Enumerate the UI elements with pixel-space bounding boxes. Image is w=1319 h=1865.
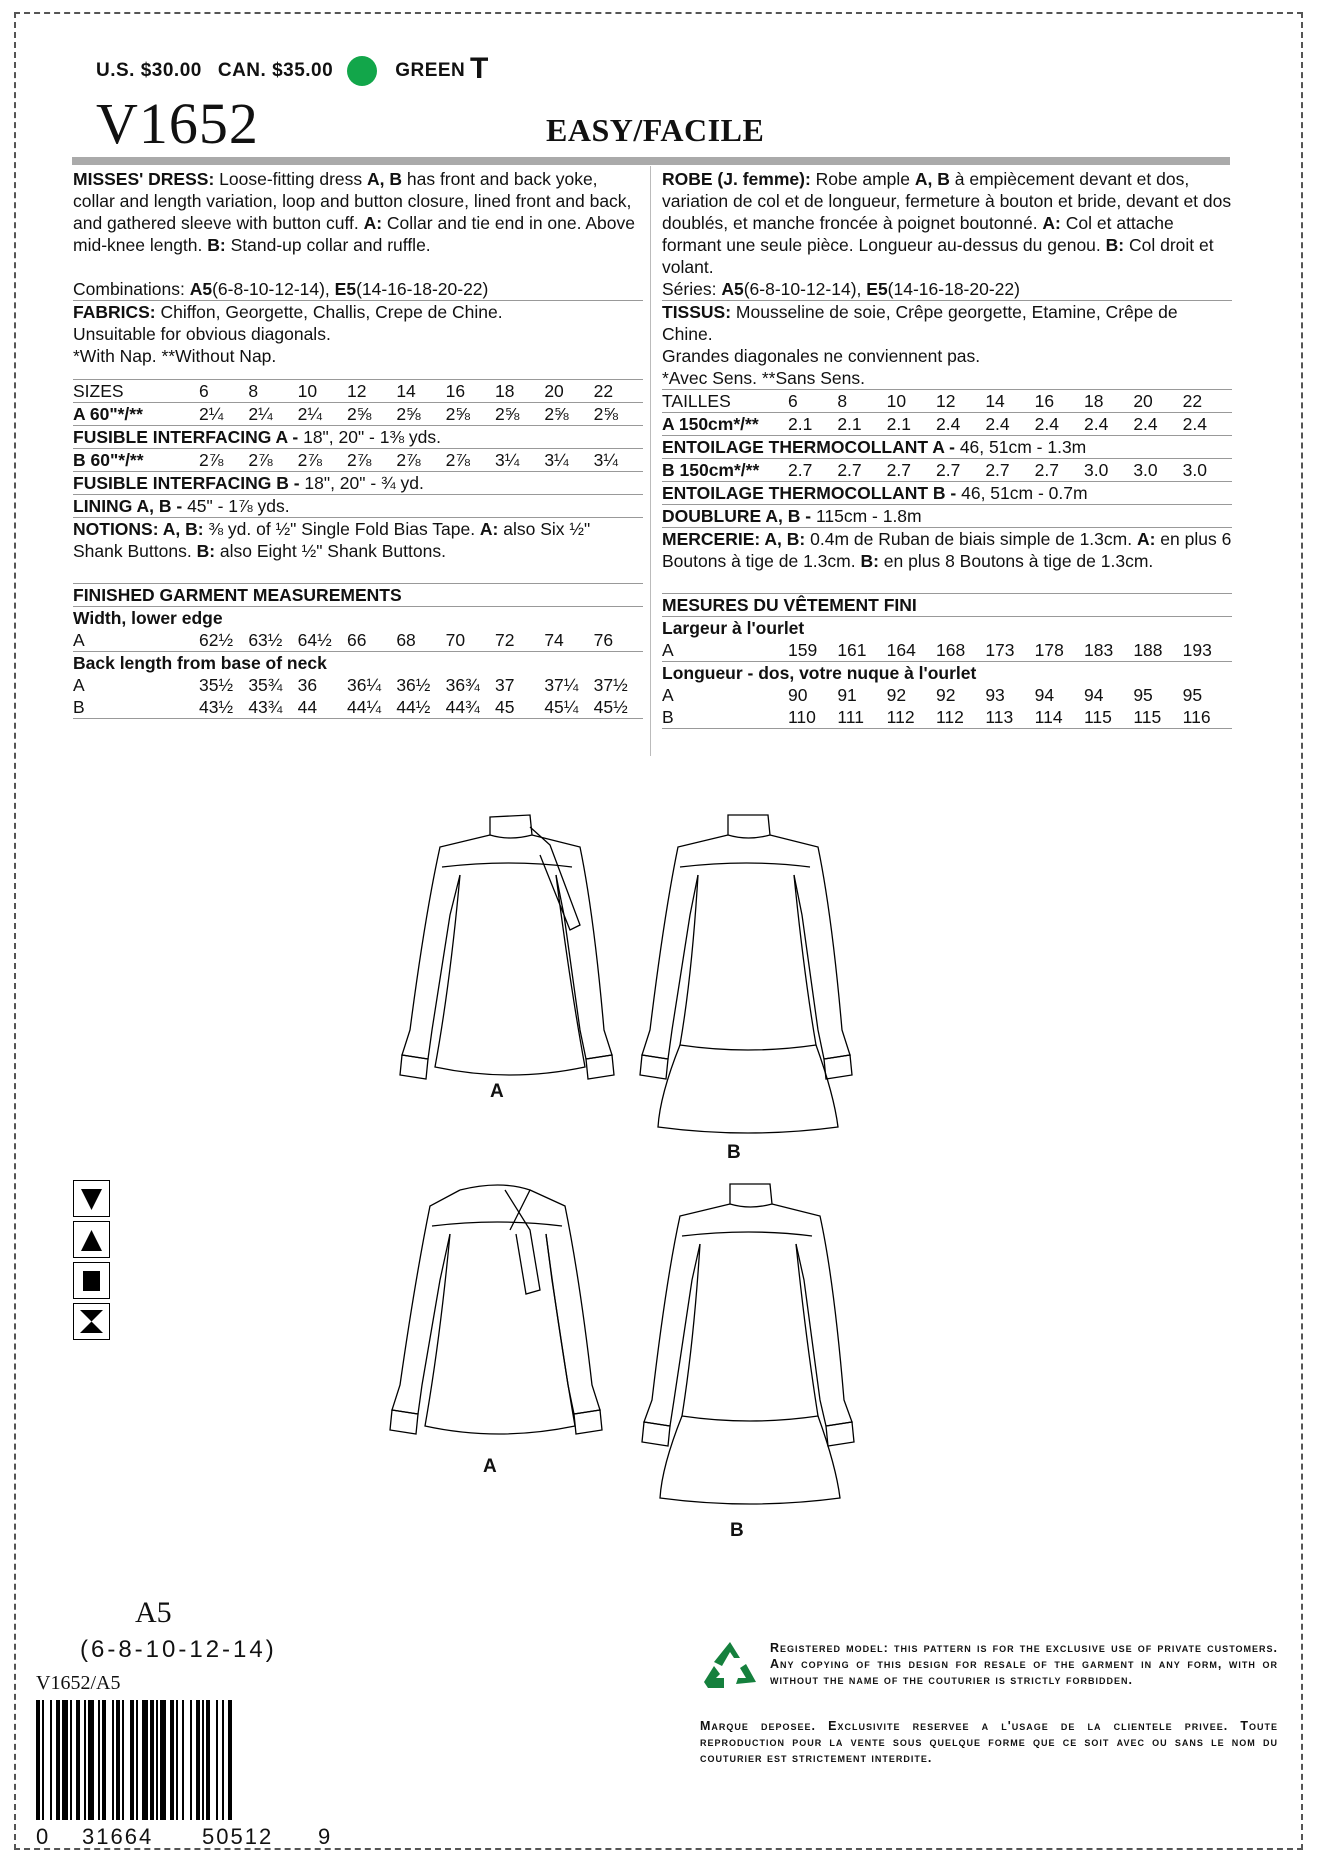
dress-a-front-illustration [380,805,630,1095]
fusible-a-en: FUSIBLE INTERFACING A - 18", 20" - 1⅜ yds. [73,426,643,449]
price-us: U.S. $30.00 [96,60,202,81]
color-label: GREEN [395,60,466,81]
dress-b-back-illustration [622,1170,872,1510]
figure-label-a-back: A [483,1456,497,1477]
lining-fr: DOUBLURE A, B - 115cm - 1.8m [662,505,1232,528]
barcode-bar [70,1700,72,1820]
width-label-en: Width, lower edge [73,608,223,628]
description-en: MISSES' DRESS: Loose-fitting dress A, B has front and back yoke, collar and length variation, loop and button closure, lined front and back, and gathered sleeve with button cuff. A: Collar and tie end in one. Above mid-knee length. B: Stand-up collar and ruffle. [73,169,636,255]
price-line [96,56,465,86]
combinations-en: Combinations: A5(6-8-10-12-14), E5(14-16-18-20-22) [73,278,643,301]
barcode-bar [228,1700,232,1820]
back-label-fr: Longueur - dos, votre nuque à l'ourlet [662,663,977,683]
yardage-b-en: B 60"*/** 2⅞ 2⅞ 2⅞ 2⅞ 2⅞ 2⅞ 3¼ 3¼ 3¼ [73,449,643,472]
price-can: CAN. $35.00 [217,60,334,81]
english-column [73,168,643,719]
barcode-bar [216,1700,218,1820]
header-bar [72,157,1230,165]
triangle-down-icon [73,1180,110,1217]
pattern-symbols [73,1180,110,1344]
barcode-bar [196,1700,200,1820]
hourglass-icon [73,1303,110,1340]
yardage-b-fr: B 150cm*/** 2.7 2.7 2.7 2.7 2.7 2.7 3.0 3.0 3.0 [662,459,1232,482]
size-code: A5 [135,1596,172,1629]
lining-en: LINING A, B - 45" - 1⅞ yds. [73,495,643,518]
back-b-fr: B 110 111 112 112 113 114 115 115 116 [662,706,1232,729]
fusible-a-fr: ENTOILAGE THERMOCOLLANT A - 46, 51cm - 1.3m [662,436,1232,459]
pattern-number: V1652 [96,91,259,156]
width-a-fr: A 159 161 164 168 173 178 183 188 193 [662,639,1232,662]
figure-label-b-front: B [727,1142,741,1163]
barcode-bar [142,1700,148,1820]
recycle-icon [700,1638,760,1694]
fabrics-en: FABRICS: Chiffon, Georgette, Challis, Crepe de Chine. [73,302,503,322]
fgm-title-fr: MESURES DU VÊTEMENT FINI [662,594,1232,617]
triangle-up-icon [73,1221,110,1258]
barcode-bar [98,1700,100,1820]
fgm-title-en: FINISHED GARMENT MEASUREMENTS [73,584,643,607]
fabrics-fr: TISSUS: Mousseline de soie, Crêpe georgette, Etamine, Crêpe de Chine. [662,302,1178,344]
square-icon [73,1262,110,1299]
barcode-bar [102,1700,106,1820]
barcode-digits-left: 31664 [82,1824,154,1849]
fusible-b-en: FUSIBLE INTERFACING B - 18", 20" - ¾ yd. [73,472,643,495]
barcode-bar [116,1700,120,1820]
figure-label-a-front: A [490,1081,504,1102]
barcode-bar [84,1700,86,1820]
column-divider [650,166,651,756]
notions-fr: MERCERIE: A, B: 0.4m de Ruban de biais simple de 1.3cm. A: en plus 6 Boutons à tige de 1.3cm. B: en plus 8 Boutons à tige de 1.3cm. [662,528,1232,594]
barcode-bar [190,1700,192,1820]
color-dot [347,56,377,86]
barcode-bar [170,1700,174,1820]
barcode-bar [206,1700,210,1820]
yardage-a-fr: A 150cm*/** 2.1 2.1 2.1 2.4 2.4 2.4 2.4 2.4 2.4 [662,413,1232,436]
figure-label-b-back: B [730,1520,744,1541]
barcode-bar [56,1700,60,1820]
sizes-row-fr: TAILLES 6 8 10 12 14 16 18 20 22 [662,390,1232,413]
legal-notice-en: Registered model: this pattern is for the exclusive use of private customers. Any copying of this design for resale of the garment in any form, with or without the name of the couturier is strictly forbidden. [770,1641,1278,1687]
french-column [662,168,1232,729]
notions-en: NOTIONS: A, B: ⅜ yd. of ½" Single Fold Bias Tape. A: also Six ½" Shank Buttons. B: also Eight ½" Shank Buttons. [73,518,643,584]
barcode [36,1700,336,1820]
barcode-digit-last: 9 [318,1824,331,1849]
barcode-bar [50,1700,52,1820]
barcode-bar [62,1700,68,1820]
barcode-bar [156,1700,158,1820]
barcode-bar [222,1700,224,1820]
barcode-bar [150,1700,154,1820]
dress-b-front-illustration [620,805,870,1135]
unsuitable-fr: Grandes diagonales ne conviennent pas. [662,346,981,366]
barcode-bar [202,1700,204,1820]
back-b-en: B 43½ 43¾ 44 44¼ 44½ 44¾ 45 45¼ 45½ [73,696,643,719]
sku: V1652/A5 [36,1672,121,1694]
description-fr: ROBE (J. femme): Robe ample A, B à empiècement devant et dos, variation de col et de longueur, fermeture à bouton et bride, devant et dos doublés, et manche froncée à poignet boutonné. A: Col et attache formant une seule pièce. Longueur au-dessus du genou. B: Col droit et volant. [662,169,1232,277]
barcode-bar [112,1700,114,1820]
barcode-bar [160,1700,166,1820]
barcode-bar [42,1700,44,1820]
nap-fr: *Avec Sens. **Sans Sens. [662,367,1232,390]
barcode-bar [136,1700,138,1820]
back-a-fr: A 90 91 92 92 93 94 94 95 95 [662,685,1203,705]
sizes-row-en: SIZES 6 8 10 12 14 16 18 20 22 [73,380,643,403]
legal-notice-fr: Marque deposee. Exclusivite reservee a l'usage de la clientele privee. Toute reproduction pour la vente sous quelque forme que ce soit avec ou sans le nom du couturier est strictement interdite. [700,1719,1278,1765]
unsuitable-en: Unsuitable for obvious diagonals. [73,324,331,344]
size-range: (6-8-10-12-14) [80,1636,277,1663]
barcode-bar [182,1700,184,1820]
barcode-bar [76,1700,80,1820]
back-label-en: Back length from base of neck [73,653,327,673]
t-mark: T [470,52,489,85]
back-a-en: A 35½ 35¾ 36 36¼ 36½ 36¾ 37 37¼ 37½ [73,675,628,695]
barcode-bar [176,1700,178,1820]
dress-a-back-illustration [370,1170,620,1450]
barcode-digits-right: 50512 [202,1824,274,1849]
width-label-fr: Largeur à l'ourlet [662,618,805,638]
barcode-bar [122,1700,124,1820]
yardage-a-en: A 60"*/** 2¼ 2¼ 2¼ 2⅝ 2⅝ 2⅝ 2⅝ 2⅝ 2⅝ [73,403,643,426]
barcode-bar [130,1700,134,1820]
barcode-bar [88,1700,94,1820]
fusible-b-fr: ENTOILAGE THERMOCOLLANT B - 46, 51cm - 0.7m [662,482,1232,505]
width-a-en: A 62½ 63½ 64½ 66 68 70 72 74 76 [73,629,643,652]
barcode-digit-first: 0 [36,1824,49,1849]
nap-en: *With Nap. **Without Nap. [73,345,643,380]
difficulty-label: EASY/FACILE [546,112,765,148]
combinations-fr: Séries: A5(6-8-10-12-14), E5(14-16-18-20-22) [662,278,1232,301]
barcode-bar [36,1700,40,1820]
